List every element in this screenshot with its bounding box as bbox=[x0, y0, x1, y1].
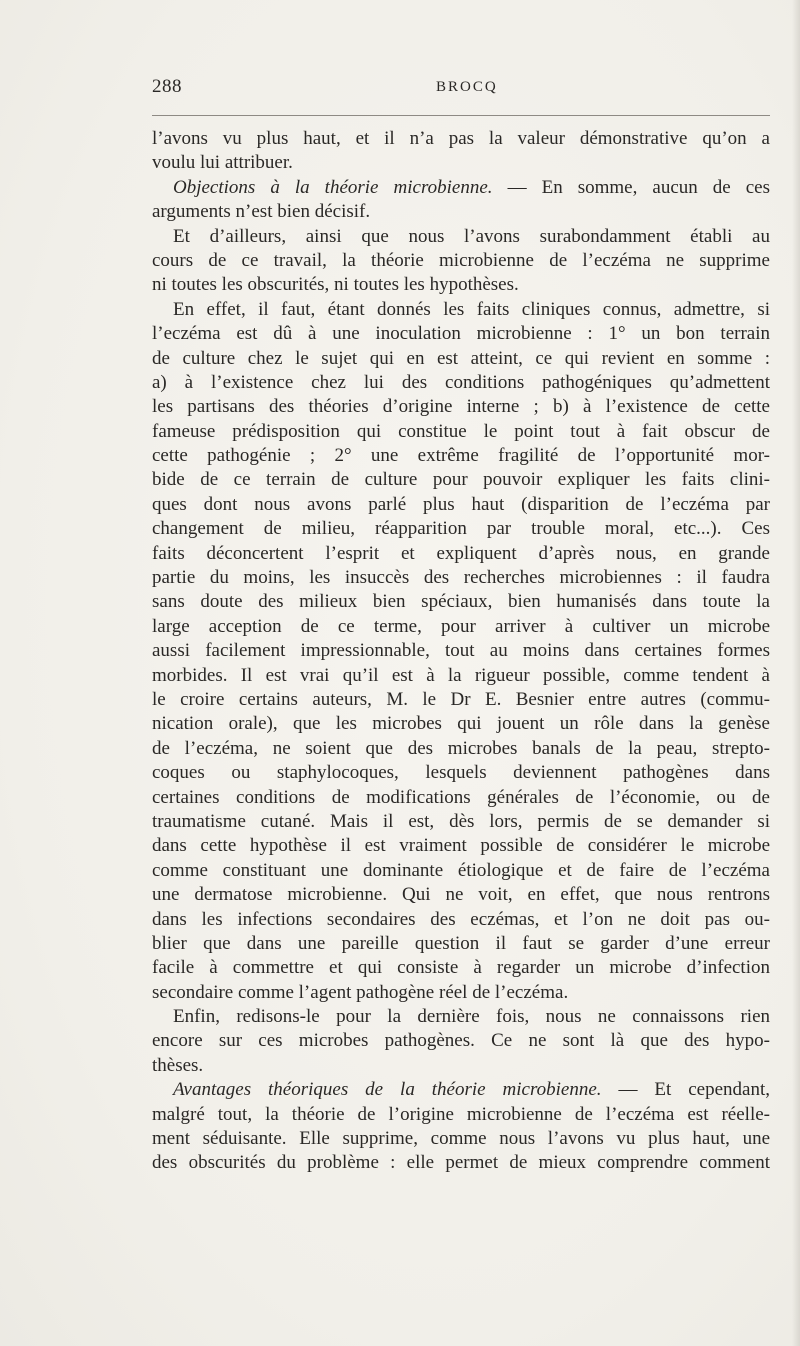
page-edge-shadow bbox=[792, 0, 800, 1346]
text-line: morbides. Il est vrai qu’il est à la rigueur possible, comme tendent à bbox=[152, 664, 770, 686]
text-line: l’eczéma est dû à une inoculation microbienne : 1° un bon terrain bbox=[152, 323, 770, 345]
text-line: le croire certains auteurs, M. le Dr E. Besnier entre autres (commu- bbox=[152, 688, 770, 710]
text-fragment: — Et cependant, bbox=[601, 1079, 770, 1101]
page-header bbox=[152, 76, 770, 106]
text-line: fameuse prédisposition qui constitue le point tout à fait obscur de bbox=[152, 420, 770, 442]
text-line: une dermatose microbienne. Qui ne voit, en effet, que nous rentrons bbox=[152, 884, 770, 906]
text-line: Enfin, redisons-le pour la dernière fois, nous ne connaissons rien bbox=[173, 1006, 770, 1028]
text-line: blier que dans une pareille question il faut se garder d’une erreur bbox=[152, 932, 770, 954]
text-line: coques ou staphylocoques, lesquels deviennent pathogènes dans bbox=[152, 762, 770, 784]
text-line: comme constituant une dominante étiologique et de faire de l’eczéma bbox=[152, 859, 770, 881]
text-line: nication orale), que les microbes qui jouent un rôle dans la genèse bbox=[152, 713, 770, 735]
page-number: 288 bbox=[152, 76, 182, 97]
header-rule bbox=[152, 115, 770, 116]
text-line: de l’eczéma, ne soient que des microbes banals de la peau, strepto- bbox=[152, 737, 770, 759]
text-line: large acception de ce terme, pour arriver à cultiver un microbe bbox=[152, 615, 770, 637]
text-line: En effet, il faut, étant donnés les faits cliniques connus, admettre, si bbox=[173, 298, 770, 320]
section-heading: Avantages théoriques de la théorie microbienne. bbox=[173, 1079, 602, 1101]
text-line: aussi facilement impressionnable, tout au moins dans certaines formes bbox=[152, 640, 770, 662]
text-line: Et d’ailleurs, ainsi que nous l’avons surabondamment établi au bbox=[173, 225, 770, 247]
text-line: des obscurités du problème : elle permet de mieux comprendre comment bbox=[152, 1152, 770, 1174]
running-head: BROCQ bbox=[436, 79, 498, 95]
text-line: thèses. bbox=[152, 1054, 204, 1076]
text-line: ment séduisante. Elle supprime, comme nous l’avons vu plus haut, une bbox=[152, 1128, 770, 1150]
text-line: l’avons vu plus haut, et il n’a pas la valeur démonstrative qu’on a bbox=[152, 128, 770, 149]
text-line: malgré tout, la théorie de l’origine microbienne de l’eczéma est réelle- bbox=[152, 1103, 770, 1125]
text-line: a) à l’existence chez lui des conditions pathogéniques qu’admettent bbox=[152, 371, 770, 393]
text-line: partie du moins, les insuccès des recherches microbiennes : il faudra bbox=[152, 567, 770, 589]
text-line: secondaire comme l’agent pathogène réel de l’eczéma. bbox=[152, 981, 569, 1003]
text-line: ni toutes les obscurités, ni toutes les hypothèses. bbox=[152, 274, 519, 296]
text-line: les partisans des théories d’origine interne ; b) à l’existence de cette bbox=[152, 396, 770, 418]
text-line: dans cette hypothèse il est vraiment possible de considérer le microbe bbox=[152, 835, 770, 857]
text-line: ques dont nous avons parlé plus haut (disparition de l’eczéma par bbox=[152, 493, 770, 515]
text-line: faits déconcertent l’esprit et expliquent d’après nous, en grande bbox=[152, 542, 770, 564]
text-line bbox=[152, 176, 770, 200]
text-line: certaines conditions de modifications générales de l’économie, ou de bbox=[152, 786, 770, 808]
text-fragment: — En somme, aucun de ces bbox=[492, 176, 770, 198]
section-heading: Objections à la théorie microbienne. bbox=[173, 176, 493, 198]
text-line: traumatisme cutané. Mais il est, dès lors, permis de se demander si bbox=[152, 810, 770, 832]
text-line: encore sur ces microbes pathogènes. Ce ne sont là que des hypo- bbox=[152, 1030, 770, 1052]
text-line: arguments n’est bien décisif. bbox=[152, 201, 371, 223]
text-line: bide de ce terrain de culture pour pouvoir expliquer les faits clini- bbox=[152, 469, 770, 491]
text-line: dans les infections secondaires des eczémas, et l’on ne doit pas ou- bbox=[152, 908, 770, 930]
text-line: voulu lui attribuer. bbox=[152, 152, 293, 174]
text-line: sans doute des milieux bien spéciaux, bien humanisés dans toute la bbox=[152, 591, 770, 613]
text-line: changement de milieu, réapparition par trouble moral, etc...). Ces bbox=[152, 518, 770, 540]
text-line: facile à commettre et qui consiste à regarder un microbe d’infection bbox=[152, 957, 770, 979]
text-line: cette pathogénie ; 2° une extrême fragilité de l’opportunité mor- bbox=[152, 445, 770, 467]
text-line: de culture chez le sujet qui en est atteint, ce qui revient en somme : bbox=[152, 347, 770, 369]
text-line bbox=[152, 1078, 770, 1102]
body-text bbox=[152, 127, 770, 1176]
text-line: cours de ce travail, la théorie microbienne de l’eczéma ne supprime bbox=[152, 249, 770, 271]
